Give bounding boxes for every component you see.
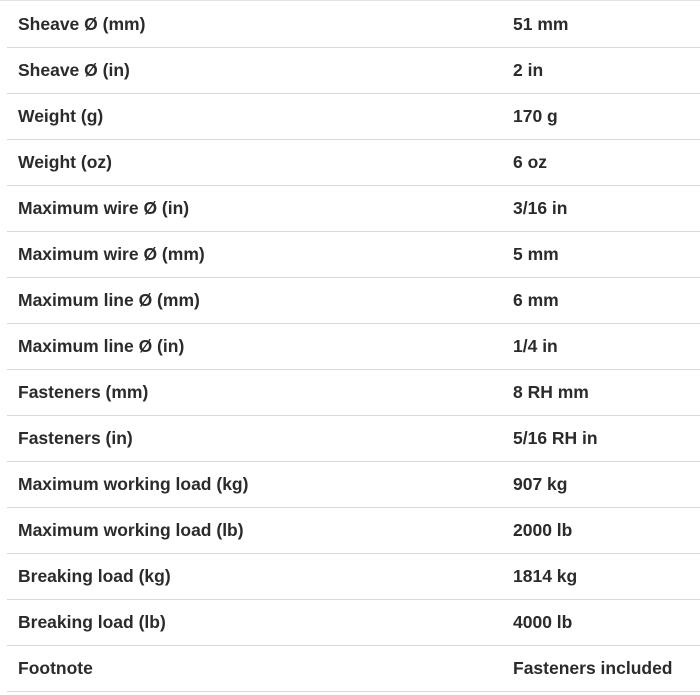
spec-value: 1/4 in [513, 336, 558, 356]
spec-row-sheave-mm [7, 1, 700, 48]
spec-value: 2000 lb [513, 520, 573, 540]
spec-row-breaking-load-lb [7, 600, 700, 646]
spec-value: 907 kg [513, 474, 568, 494]
spec-value: 51 mm [513, 13, 569, 34]
spec-value: 2 in [513, 60, 544, 80]
spec-label: Weight (g) [18, 106, 104, 126]
spec-value: 3/16 in [513, 198, 568, 218]
spec-label: Maximum working load (lb) [18, 520, 244, 540]
spec-label: Breaking load (kg) [18, 566, 171, 586]
spec-label: Maximum line Ø (in) [18, 336, 185, 356]
spec-row-max-working-load-kg [7, 462, 700, 508]
spec-label: Maximum working load (kg) [18, 474, 249, 494]
spec-value: Fasteners included [513, 658, 673, 678]
spec-row-fasteners-mm [7, 370, 700, 416]
spec-row-max-wire-in [7, 186, 700, 232]
spec-value: 8 RH mm [513, 382, 589, 402]
spec-label: Maximum wire Ø (mm) [18, 244, 205, 264]
spec-row-breaking-load-kg [7, 554, 700, 600]
spec-label: Fasteners (mm) [18, 382, 149, 402]
spec-label: Weight (oz) [18, 152, 112, 172]
spec-value: 170 g [513, 106, 558, 126]
spec-row-max-line-mm [7, 278, 700, 324]
spec-label: Sheave Ø (mm) [18, 13, 146, 34]
spec-label: Maximum line Ø (mm) [18, 290, 200, 310]
spec-row-fasteners-in [7, 416, 700, 462]
spec-label: Sheave Ø (in) [18, 60, 130, 80]
spec-label: Breaking load (lb) [18, 612, 166, 632]
spec-row-max-wire-mm [7, 232, 700, 278]
spec-value: 6 mm [513, 290, 559, 310]
spec-value: 4000 lb [513, 612, 573, 632]
spec-label: Maximum wire Ø (in) [18, 198, 190, 218]
spec-row-max-line-in [7, 324, 700, 370]
spec-value: 1814 kg [513, 566, 578, 586]
spec-row-footnote [7, 646, 700, 692]
spec-value: 5 mm [513, 244, 559, 264]
spec-value: 5/16 RH in [513, 428, 598, 448]
spec-value: 6 oz [513, 152, 548, 172]
spec-row-sheave-in [7, 48, 700, 94]
spec-label: Footnote [18, 658, 93, 678]
spec-row-weight-oz [7, 140, 700, 186]
spec-row-max-working-load-lb [7, 508, 700, 554]
spec-row-weight-g [7, 94, 700, 140]
spec-label: Fasteners (in) [18, 428, 133, 448]
